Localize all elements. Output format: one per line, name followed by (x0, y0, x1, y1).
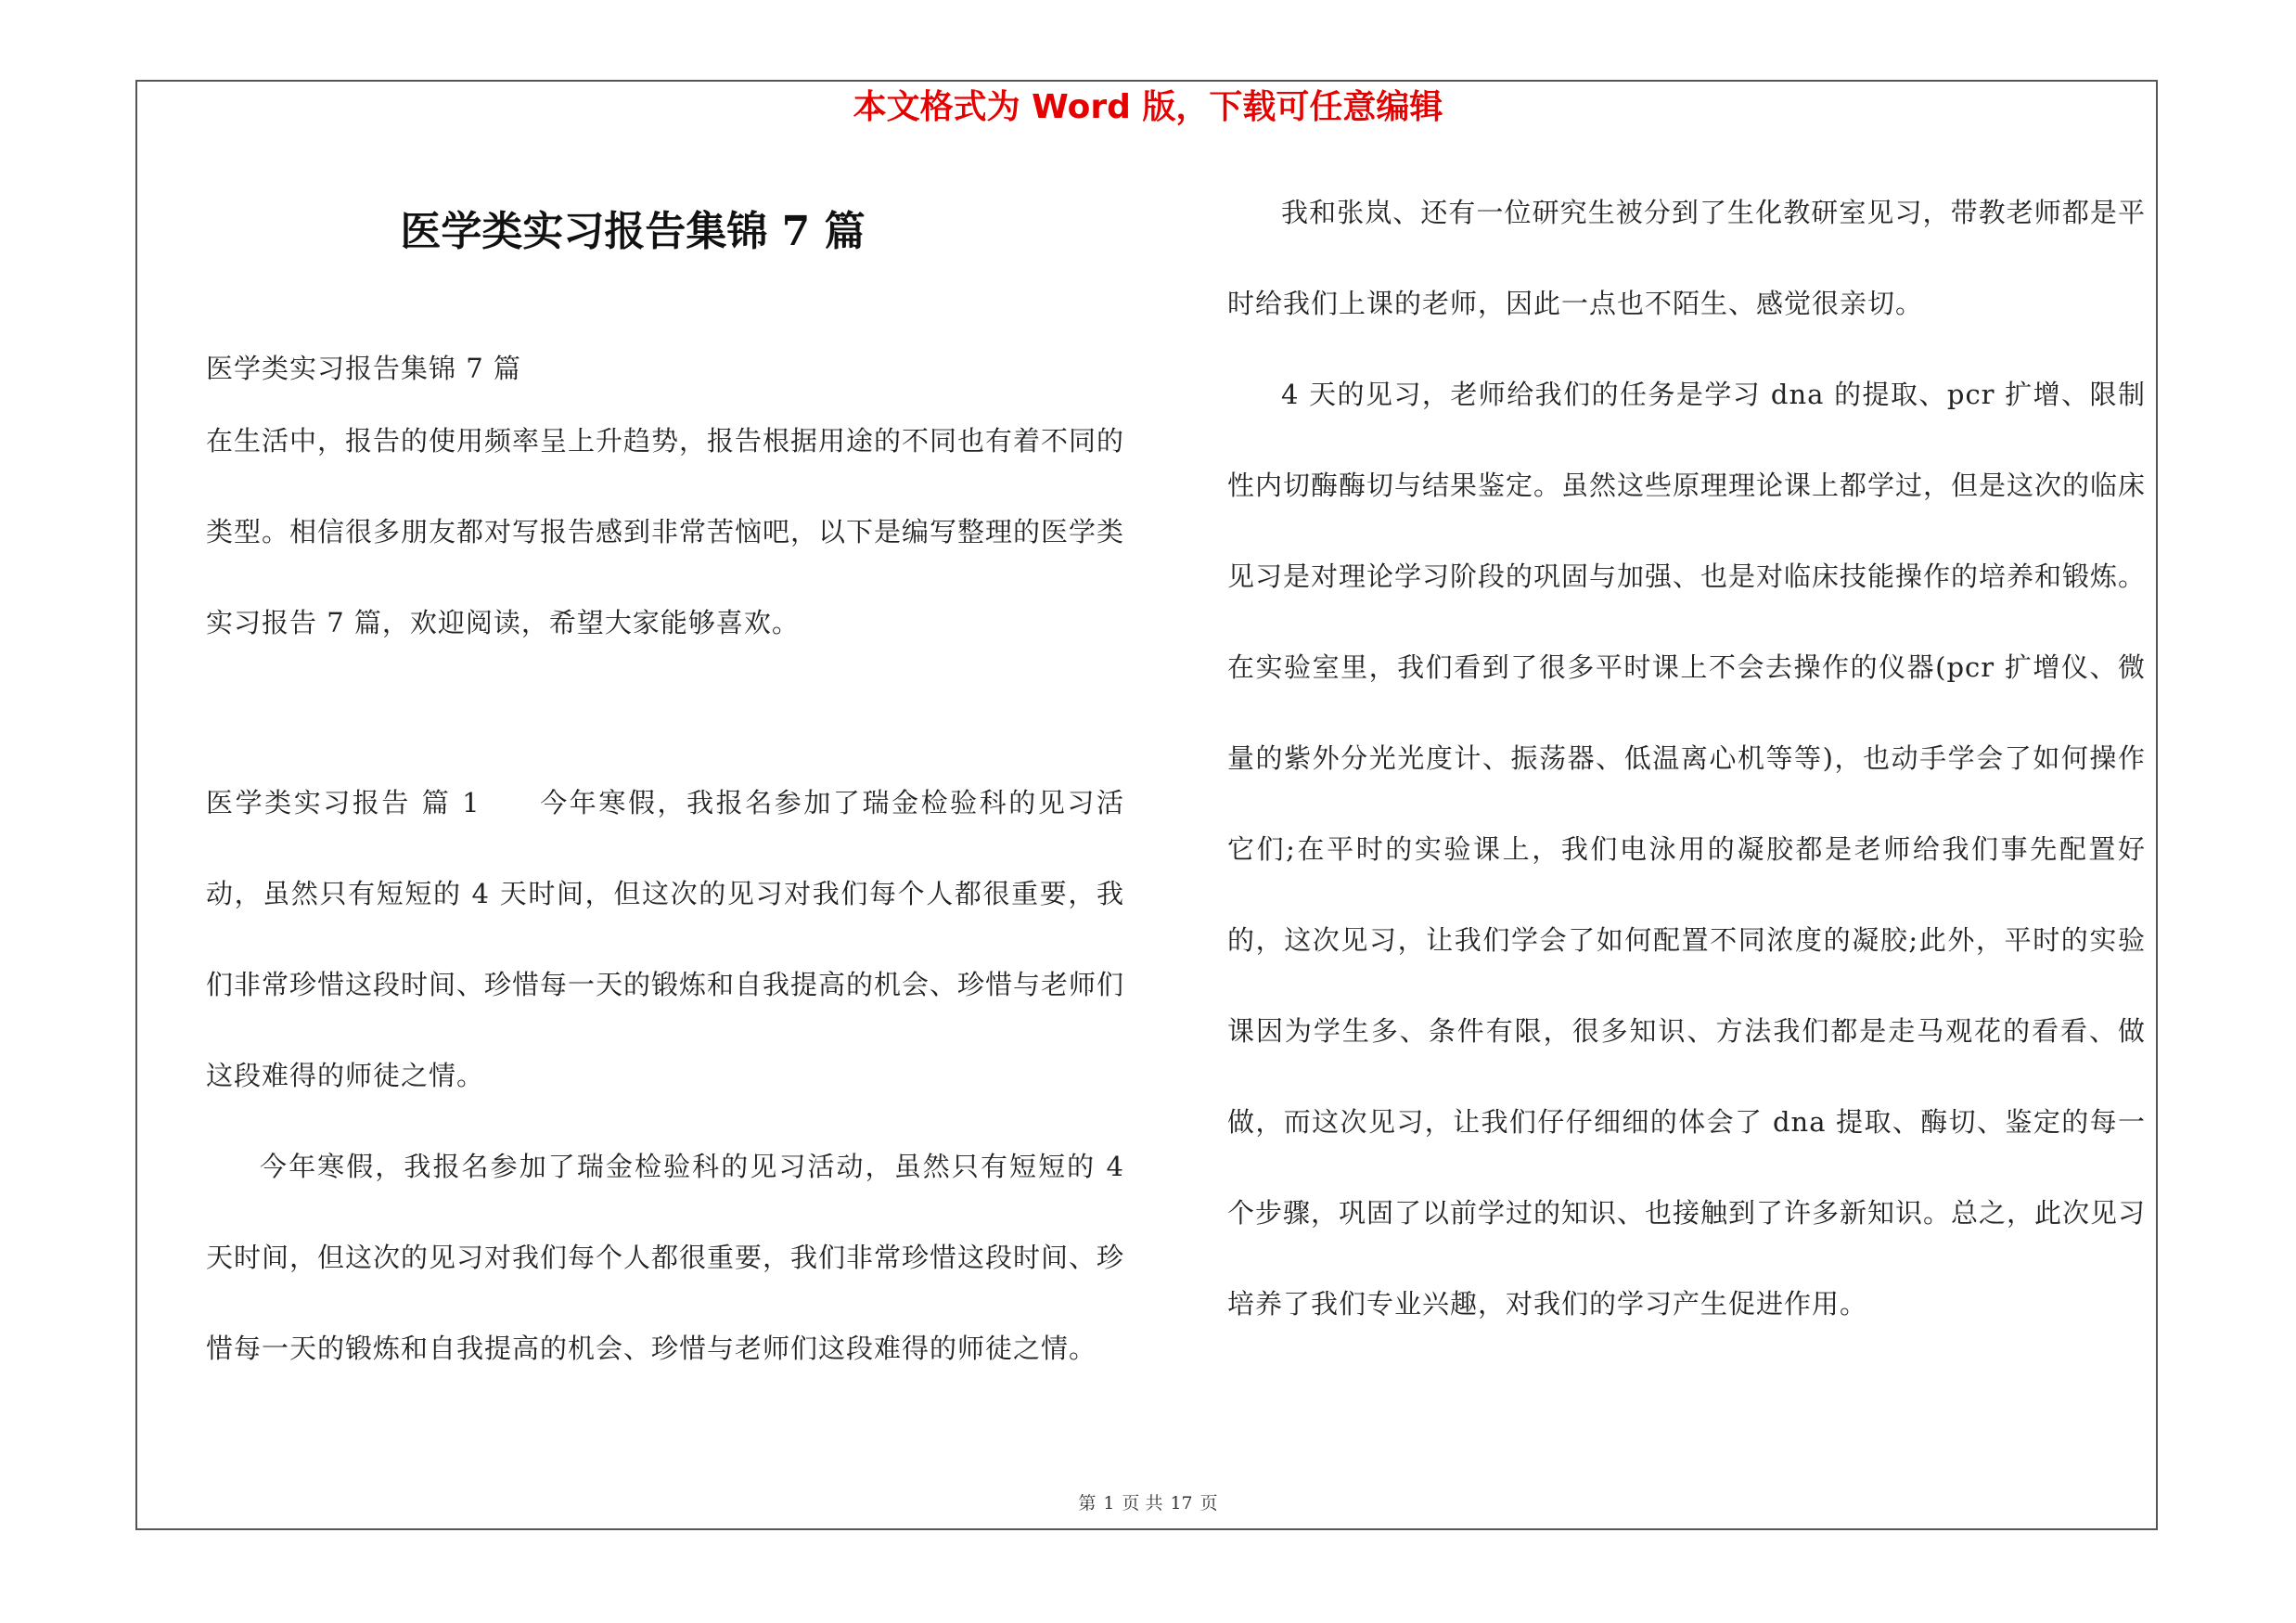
body-paragraph: 4 天的见习，老师给我们的任务是学习 dna 的提取、pcr 扩增、限制性内切酶酶切与结果鉴定。虽然这些原理理论课上都学过，但是这次的临床见习是对理论学习阶段的巩固与加强、也是对临床技能操作的培养和锻炼。在实验室里，我们看到了很多平时课上不会去操作的仪器(pcr 扩增仪、微量的紫外分光光度计、振荡器、低温离心机等等)，也动手学会了如何操作它们;在平时的实验课上，我们电泳用的凝胶都是老师给我们事先配置好的，这次见习，让我们学会了如何配置不同浓度的凝胶;此外，平时的实验课因为学生多、条件有限，很多知识、方法我们都是走马观花的看看、做做，而这次见习，让我们仔仔细细的体会了 dna 提取、酶切、鉴定的每一个步骤，巩固了以前学过的知识、也接触到了许多新知识。总之，此次见习培养了我们专业兴趣，对我们的学习产生促进作用。 (1227, 379, 2147, 1320)
intro-paragraph: 在生活中，报告的使用频率呈上升趋势，报告根据用途的不同也有着不同的类型。相信很多朋友都对写报告感到非常苦恼吧，以下是编写整理的医学类实习报告 7 篇，欢迎阅读，希望大家能够喜欢。 (206, 425, 1125, 638)
document-title: 医学类实习报告集锦 7 篇 (400, 208, 866, 255)
subtitle-paragraph: 医学类实习报告集锦 7 篇 (206, 353, 521, 384)
total-pages-number: 17 (1170, 1493, 1193, 1514)
body-paragraph: 我和张岚、还有一位研究生被分到了生化教研室见习，带教老师都是平时给我们上课的老师，因此一点也不陌生、感觉很亲切。 (1227, 197, 2146, 319)
current-page-number: 1 (1103, 1493, 1115, 1514)
format-notice-banner: 本文格式为 Word 版，下载可任意编辑 (853, 88, 1443, 126)
section-1-paragraph: 医学类实习报告 篇 1 今年寒假，我报名参加了瑞金检验科的见习活动，虽然只有短短的 4 天时间，但这次的见习对我们每个人都很重要，我们非常珍惜这段时间、珍惜每一天的锻炼和自我提高的机会、珍惜与老师们这段难得的师徒之情。 (206, 787, 1125, 1091)
footer-suffix: 页 (1199, 1493, 1218, 1514)
page-footer (0, 1492, 2296, 1514)
footer-prefix: 第 (1078, 1493, 1097, 1514)
body-paragraph: 今年寒假，我报名参加了瑞金检验科的见习活动，虽然只有短短的 4 天时间，但这次的见习对我们每个人都很重要，我们非常珍惜这段时间、珍惜每一天的锻炼和自我提高的机会、珍惜与老师们这段难得的师徒之情。 (206, 1151, 1125, 1364)
footer-middle: 页 共 (1122, 1493, 1163, 1514)
